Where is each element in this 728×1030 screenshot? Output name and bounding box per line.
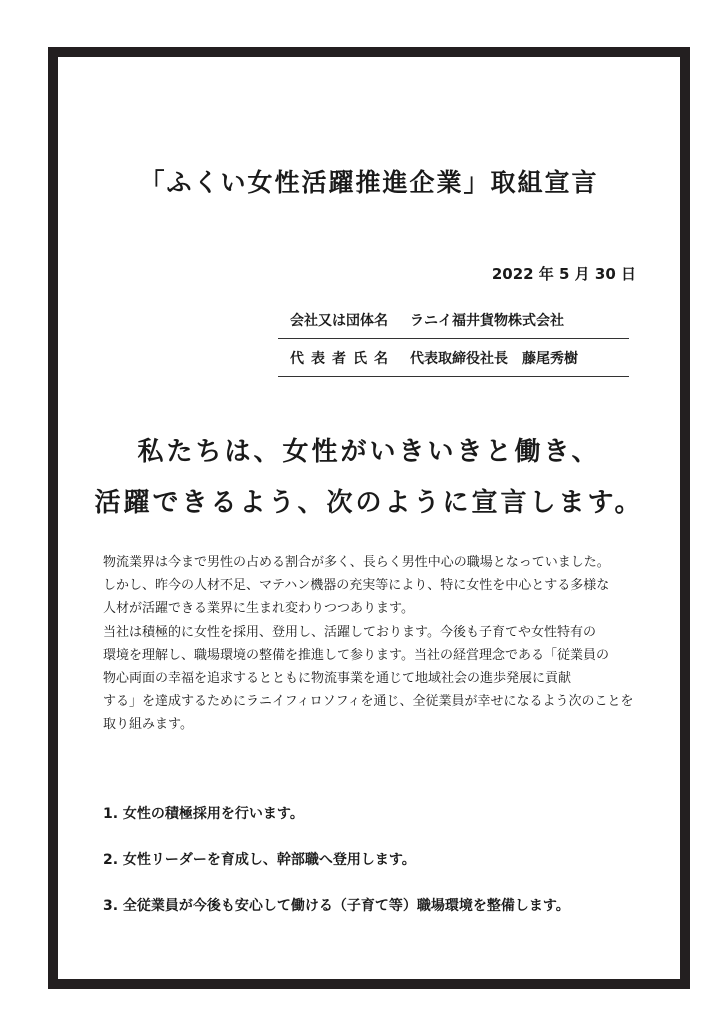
- representative-label: 代表者氏名: [278, 339, 410, 377]
- commitment-item: 2. 女性リーダーを育成し、幹部職へ登用します。: [103, 852, 416, 868]
- commitment-item: 3. 全従業員が今後も安心して働ける（子育て等）職場環境を整備します。: [103, 898, 570, 914]
- commitment-list: [103, 804, 638, 942]
- body-line: 物流業界は今まで男性の占める割合が多く、長らく男性中心の職場となっていました。: [103, 555, 610, 570]
- representative-name: 代表取締役社長 藤尾秀樹: [410, 339, 629, 377]
- declaration-date: 2022 年 5 月 30 日: [491, 265, 636, 283]
- document-title: 「ふくい女性活躍推進企業」取組宣言: [139, 168, 599, 197]
- document-frame: [48, 47, 690, 989]
- declaration-body: [103, 551, 638, 737]
- representative-row: [278, 339, 629, 377]
- slogan-line: 活躍できるよう、次のように宣言します。: [94, 488, 644, 518]
- company-name: ラニイ福井貨物株式会社: [410, 301, 629, 339]
- body-line: 人材が活躍できる業界に生まれ変わりつつあります。: [103, 601, 414, 617]
- body-line: 取り組みます。: [103, 717, 193, 733]
- body-line: しかし、昨今の人材不足、マテハン機器の充実等により、特に女性を中心とする多様な: [103, 578, 610, 594]
- declaration-slogan: [58, 427, 680, 529]
- body-line: する」を達成するためにラニイフィロソフィを通じ、全従業員が幸せになるよう次のことを: [103, 694, 634, 710]
- body-line: 物心両面の幸福を追求するとともに物流事業を通じて地域社会の進歩発展に貢献: [103, 671, 572, 687]
- signatory-table: [278, 301, 629, 377]
- commitment-item: 1. 女性の積極採用を行います。: [103, 806, 304, 822]
- body-line: 当社は積極的に女性を採用、登用し、活躍しております。今後も子育てや女性特有の: [103, 624, 596, 640]
- company-row: [278, 301, 629, 339]
- company-label: 会社又は団体名: [278, 301, 410, 339]
- slogan-line: 私たちは、女性がいきいきと働き、: [137, 437, 601, 467]
- body-line: 環境を理解し、職場環境の整備を推進して参ります。当社の経営理念である「従業員の: [103, 647, 609, 663]
